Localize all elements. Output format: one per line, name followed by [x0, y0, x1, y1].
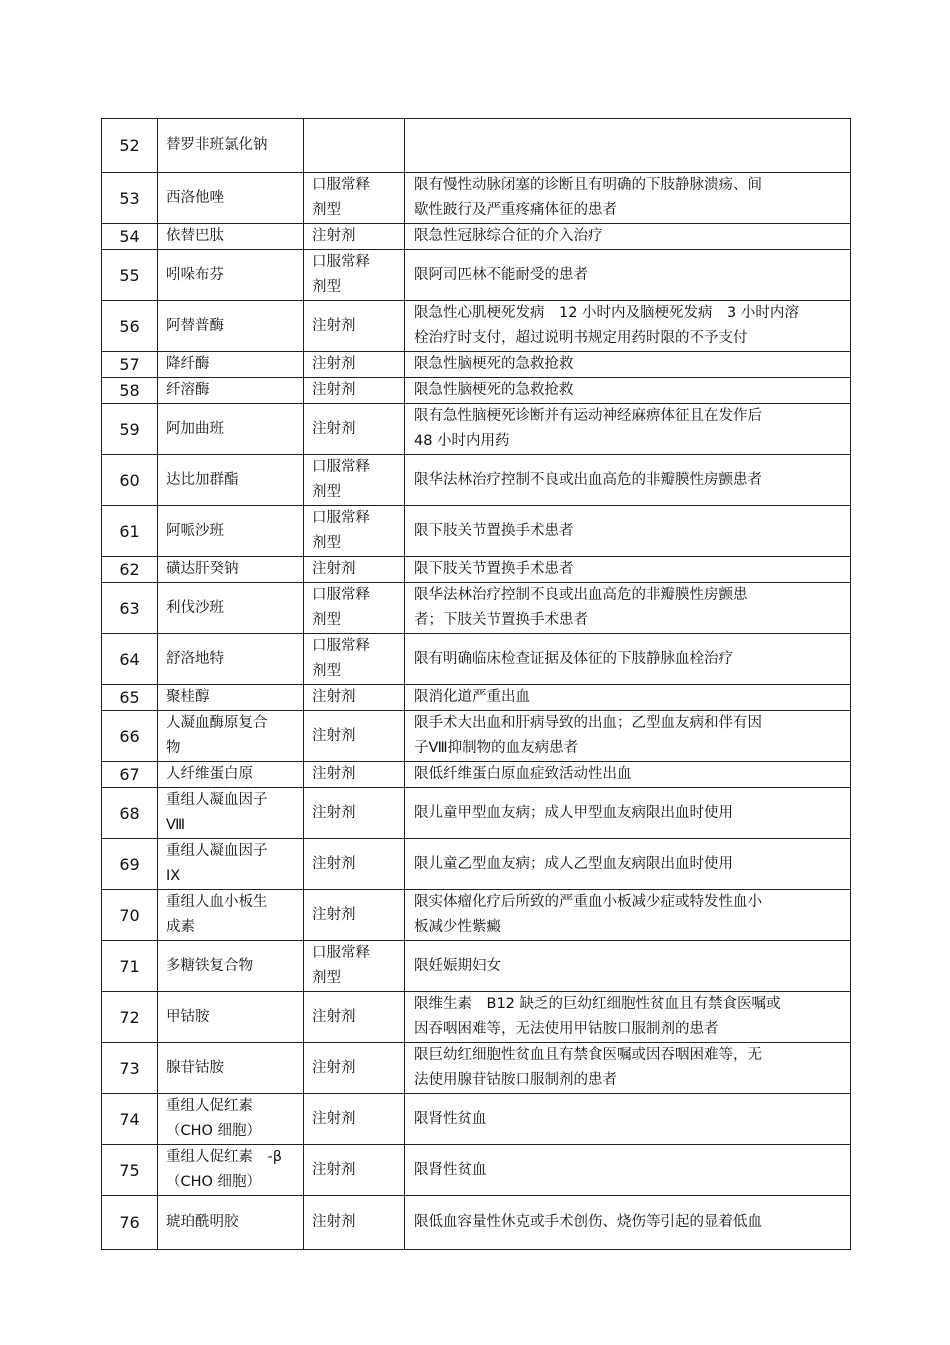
row-number: 55 [119, 265, 140, 285]
dosage-form-cell [304, 1145, 405, 1196]
table-row [102, 634, 851, 685]
row-number-cell [102, 711, 158, 762]
dosage-form: 注射剂 [312, 766, 356, 782]
row-number: 74 [119, 1109, 140, 1129]
dosage-form: 口服常释 剂型 [312, 459, 370, 500]
dosage-form-cell [304, 634, 405, 685]
row-number-cell [102, 839, 158, 890]
payment-restriction: 限下肢关节置换手术患者 [414, 561, 574, 577]
drug-name-cell [158, 404, 304, 455]
drug-name-cell [158, 583, 304, 634]
payment-restriction: 限低血容量性休克或手术创伤、烧伤等引起的显着低血 [414, 1214, 762, 1230]
row-number-cell [102, 250, 158, 301]
row-number-cell [102, 119, 158, 173]
row-number-cell [102, 224, 158, 250]
dosage-form: 注射剂 [312, 561, 356, 577]
row-number-cell [102, 404, 158, 455]
dosage-form-cell [304, 1196, 405, 1250]
payment-restriction-cell [405, 1196, 851, 1250]
dosage-form: 注射剂 [312, 855, 356, 872]
table-row [102, 1196, 851, 1250]
drug-name-cell [158, 685, 304, 711]
payment-restriction: 限华法林治疗控制不良或出血高危的非瓣膜性房颤患者 [414, 471, 762, 488]
dosage-form-cell [304, 992, 405, 1043]
payment-restriction-cell [405, 224, 851, 250]
payment-restriction-cell [405, 557, 851, 583]
row-number: 65 [119, 688, 140, 707]
drug-name-cell [158, 839, 304, 890]
dosage-form-cell [304, 250, 405, 301]
drug-name-cell [158, 557, 304, 583]
row-number-cell [102, 762, 158, 788]
dosage-form-cell [304, 711, 405, 762]
dosage-form: 注射剂 [312, 420, 356, 437]
row-number-cell [102, 557, 158, 583]
dosage-form: 注射剂 [312, 228, 356, 244]
payment-restriction: 限有急性脑梗死诊断并有运动神经麻痹体征且在发作后 48 小时内用药 [414, 408, 762, 449]
drug-name: 西洛他唑 [166, 189, 224, 206]
row-number-cell [102, 634, 158, 685]
drug-name: 利伐沙班 [166, 599, 224, 616]
table-row [102, 557, 851, 583]
row-number-cell [102, 788, 158, 839]
row-number: 66 [119, 726, 140, 746]
drug-name: 琥珀酰明胶 [166, 1214, 239, 1230]
row-number: 61 [119, 521, 140, 541]
drug-name-cell [158, 173, 304, 224]
table-row [102, 173, 851, 224]
row-number: 72 [119, 1007, 140, 1027]
dosage-form-cell [304, 506, 405, 557]
payment-restriction-cell [405, 583, 851, 634]
payment-restriction: 限阿司匹林不能耐受的患者 [414, 266, 588, 283]
table-row [102, 890, 851, 941]
payment-restriction-cell [405, 634, 851, 685]
row-number-cell [102, 455, 158, 506]
payment-restriction-cell [405, 711, 851, 762]
row-number: 56 [119, 316, 140, 336]
drug-name: 吲哚布芬 [166, 266, 224, 283]
table-row [102, 404, 851, 455]
row-number-cell [102, 583, 158, 634]
dosage-form-cell [304, 1043, 405, 1094]
drug-name-cell [158, 1145, 304, 1196]
drug-name-cell [158, 762, 304, 788]
drug-name-cell [158, 301, 304, 352]
table-row [102, 685, 851, 711]
table-row [102, 1145, 851, 1196]
drug-name: 聚桂醇 [166, 689, 210, 705]
dosage-form: 注射剂 [312, 1110, 356, 1127]
dosage-form: 注射剂 [312, 727, 356, 744]
row-number-cell [102, 352, 158, 378]
drug-name: 重组人促红素 （CHO 细胞） [166, 1098, 262, 1139]
dosage-form-cell [304, 378, 405, 404]
row-number: 67 [119, 765, 140, 784]
drug-name-cell [158, 941, 304, 992]
dosage-form: 口服常释 剂型 [312, 587, 370, 628]
dosage-form: 注射剂 [312, 804, 356, 821]
row-number: 69 [119, 854, 140, 874]
payment-restriction-cell [405, 788, 851, 839]
payment-restriction: 限低纤维蛋白原血症致活动性出血 [414, 766, 632, 782]
table-row [102, 788, 851, 839]
row-number: 75 [119, 1160, 140, 1180]
dosage-form: 注射剂 [312, 356, 356, 372]
drug-name: 人纤维蛋白原 [166, 766, 253, 782]
row-number: 58 [119, 381, 140, 400]
drug-name: 重组人凝血因子 IX [166, 843, 268, 884]
drug-name-cell [158, 992, 304, 1043]
payment-restriction-cell [405, 762, 851, 788]
drug-name: 替罗非班氯化钠 [166, 137, 268, 153]
dosage-form: 口服常释 剂型 [312, 945, 370, 986]
drug-name-cell [158, 250, 304, 301]
payment-restriction: 限儿童甲型血友病；成人甲型血友病限出血时使用 [414, 804, 733, 821]
row-number: 60 [119, 470, 140, 490]
dosage-form-cell [304, 762, 405, 788]
dosage-form-cell [304, 404, 405, 455]
dosage-form: 注射剂 [312, 1008, 356, 1025]
dosage-form: 口服常释 剂型 [312, 638, 370, 679]
payment-restriction: 限华法林治疗控制不良或出血高危的非瓣膜性房颤患 者；下肢关节置换手术患者 [414, 587, 748, 628]
payment-restriction-cell [405, 173, 851, 224]
dosage-form: 注射剂 [312, 317, 356, 334]
table-row [102, 250, 851, 301]
table-row [102, 941, 851, 992]
table-row [102, 992, 851, 1043]
row-number: 70 [119, 905, 140, 925]
drug-name-cell [158, 890, 304, 941]
row-number: 59 [119, 419, 140, 439]
payment-restriction-cell [405, 941, 851, 992]
dosage-form: 口服常释 剂型 [312, 177, 370, 218]
row-number-cell [102, 1145, 158, 1196]
table-row [102, 839, 851, 890]
drug-name-cell [158, 506, 304, 557]
table-row [102, 455, 851, 506]
payment-restriction: 限维生素 B12 缺乏的巨幼红细胞性贫血且有禁食医嘱或 因吞咽困难等，无法使用甲钴胺口服制剂的患者 [414, 996, 781, 1037]
payment-restriction: 限儿童乙型血友病；成人乙型血友病限出血时使用 [414, 855, 733, 872]
row-number-cell [102, 301, 158, 352]
table-row [102, 301, 851, 352]
payment-restriction-cell [405, 404, 851, 455]
drug-reimbursement-table [101, 118, 851, 1250]
dosage-form-cell [304, 224, 405, 250]
dosage-form-cell [304, 301, 405, 352]
dosage-form-cell [304, 173, 405, 224]
drug-name: 磺达肝癸钠 [166, 561, 239, 577]
table-row [102, 378, 851, 404]
row-number-cell [102, 1094, 158, 1145]
drug-name-cell [158, 119, 304, 173]
row-number-cell [102, 1196, 158, 1250]
payment-restriction-cell [405, 119, 851, 173]
drug-name-cell [158, 378, 304, 404]
payment-restriction: 限下肢关节置换手术患者 [414, 522, 574, 539]
payment-restriction-cell [405, 1145, 851, 1196]
table-row [102, 352, 851, 378]
payment-restriction-cell [405, 685, 851, 711]
drug-name-cell [158, 352, 304, 378]
payment-restriction-cell [405, 378, 851, 404]
row-number: 63 [119, 598, 140, 618]
payment-restriction-cell [405, 839, 851, 890]
drug-name-cell [158, 1094, 304, 1145]
row-number-cell [102, 506, 158, 557]
row-number-cell [102, 173, 158, 224]
drug-name: 阿哌沙班 [166, 522, 224, 539]
row-number-cell [102, 992, 158, 1043]
payment-restriction-cell [405, 250, 851, 301]
row-number: 73 [119, 1058, 140, 1078]
dosage-form-cell [304, 941, 405, 992]
table-row [102, 711, 851, 762]
payment-restriction: 限有明确临床检查证据及体征的下肢静脉血栓治疗 [414, 650, 733, 667]
dosage-form-cell [304, 119, 405, 173]
row-number-cell [102, 890, 158, 941]
dosage-form: 注射剂 [312, 906, 356, 923]
drug-name: 阿替普酶 [166, 317, 224, 334]
dosage-form: 注射剂 [312, 689, 356, 705]
drug-name: 重组人凝血因子 Ⅷ [166, 792, 268, 833]
dosage-form-cell [304, 890, 405, 941]
drug-name: 阿加曲班 [166, 420, 224, 437]
payment-restriction-cell [405, 455, 851, 506]
payment-restriction: 限有慢性动脉闭塞的诊断且有明确的下肢静脉溃疡、间 歇性跛行及严重疼痛体征的患者 [414, 177, 762, 218]
dosage-form-cell [304, 352, 405, 378]
dosage-form: 注射剂 [312, 1214, 356, 1230]
drug-name-cell [158, 788, 304, 839]
table-row [102, 762, 851, 788]
payment-restriction: 限急性脑梗死的急救抢救 [414, 382, 574, 398]
payment-restriction-cell [405, 1094, 851, 1145]
dosage-form: 口服常释 剂型 [312, 510, 370, 551]
payment-restriction-cell [405, 506, 851, 557]
table-row [102, 583, 851, 634]
drug-name-cell [158, 634, 304, 685]
table-row [102, 119, 851, 173]
payment-restriction-cell [405, 992, 851, 1043]
drug-name-cell [158, 711, 304, 762]
table-row [102, 1043, 851, 1094]
payment-restriction: 限急性冠脉综合征的介入治疗 [414, 228, 603, 244]
drug-name-cell [158, 1196, 304, 1250]
row-number: 54 [119, 227, 140, 246]
drug-name-cell [158, 224, 304, 250]
payment-restriction: 限肾性贫血 [414, 1110, 487, 1127]
drug-name: 多糖铁复合物 [166, 957, 253, 974]
drug-name: 腺苷钴胺 [166, 1059, 224, 1076]
payment-restriction: 限妊娠期妇女 [414, 957, 501, 974]
payment-restriction-cell [405, 301, 851, 352]
dosage-form-cell [304, 583, 405, 634]
drug-name-cell [158, 455, 304, 506]
row-number: 62 [119, 560, 140, 579]
dosage-form-cell [304, 788, 405, 839]
row-number-cell [102, 378, 158, 404]
payment-restriction-cell [405, 352, 851, 378]
row-number: 57 [119, 355, 140, 374]
dosage-form-cell [304, 685, 405, 711]
row-number: 53 [119, 188, 140, 208]
table-body [102, 119, 851, 1250]
payment-restriction-cell [405, 1043, 851, 1094]
payment-restriction: 限急性脑梗死的急救抢救 [414, 356, 574, 372]
row-number: 52 [119, 136, 140, 155]
drug-name: 纤溶酶 [166, 382, 210, 398]
dosage-form: 口服常释 剂型 [312, 254, 370, 295]
dosage-form-cell [304, 839, 405, 890]
payment-restriction: 限肾性贫血 [414, 1161, 487, 1178]
payment-restriction-cell [405, 890, 851, 941]
payment-restriction: 限巨幼红细胞性贫血且有禁食医嘱或因吞咽困难等，无 法使用腺苷钴胺口服制剂的患者 [414, 1047, 762, 1088]
dosage-form: 注射剂 [312, 382, 356, 398]
drug-name: 人凝血酶原复合 物 [166, 715, 268, 756]
drug-name: 达比加群酯 [166, 471, 239, 488]
drug-name: 重组人促红素 -β （CHO 细胞） [166, 1149, 282, 1190]
payment-restriction: 限急性心肌梗死发病 12 小时内及脑梗死发病 3 小时内溶 栓治疗时支付，超过说明书规定用药时限的不予支付 [414, 305, 799, 346]
row-number: 71 [119, 956, 140, 976]
row-number-cell [102, 685, 158, 711]
row-number: 68 [119, 803, 140, 823]
dosage-form-cell [304, 557, 405, 583]
dosage-form: 注射剂 [312, 1161, 356, 1178]
payment-restriction: 限手术大出血和肝病导致的出血；乙型血友病和伴有因 子Ⅷ抑制物的血友病患者 [414, 715, 762, 756]
row-number: 76 [119, 1213, 140, 1232]
dosage-form: 注射剂 [312, 1059, 356, 1076]
payment-restriction: 限实体瘤化疗后所致的严重血小板减少症或特发性血小 板减少性紫癜 [414, 894, 762, 935]
table-row [102, 224, 851, 250]
drug-name-cell [158, 1043, 304, 1094]
row-number-cell [102, 1043, 158, 1094]
drug-name: 依替巴肽 [166, 228, 224, 244]
drug-name: 重组人血小板生 成素 [166, 894, 268, 935]
drug-name: 舒洛地特 [166, 650, 224, 667]
table-row [102, 1094, 851, 1145]
row-number: 64 [119, 649, 140, 669]
row-number-cell [102, 941, 158, 992]
drug-name: 甲钴胺 [166, 1008, 210, 1025]
dosage-form-cell [304, 1094, 405, 1145]
drug-name: 降纤酶 [166, 356, 210, 372]
payment-restriction: 限消化道严重出血 [414, 689, 530, 705]
table-row [102, 506, 851, 557]
dosage-form-cell [304, 455, 405, 506]
